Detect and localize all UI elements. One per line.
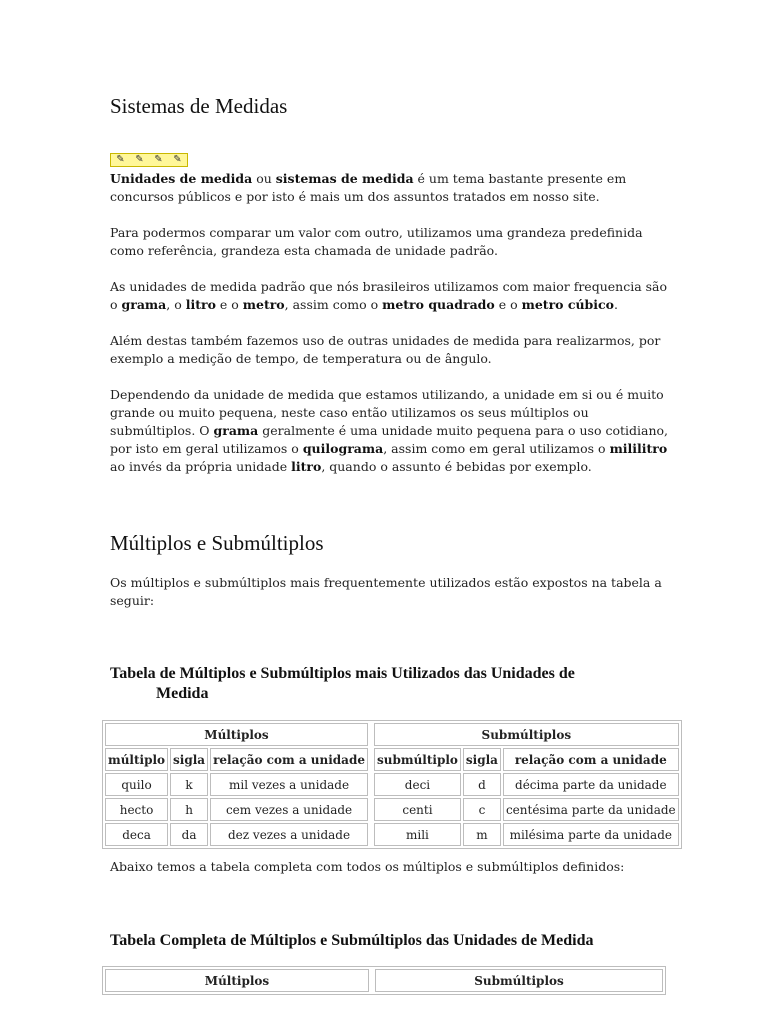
text-run: As unidades de medida padrão que nós brasileiros utilizamos com maior frequencia são o (110, 279, 668, 312)
column-gap (370, 798, 372, 821)
table-group-header-row (105, 723, 679, 746)
table-cell: c (463, 798, 501, 821)
text-run: , assim como em geral utilizamos o (383, 441, 610, 456)
bold-term: Unidades de medida (110, 171, 253, 186)
paragraph-table-intro: Os múltiplos e submúltiplos mais frequentemente utilizados estão expostos na tabela a seguir: (110, 575, 662, 608)
table-common-multiples (102, 720, 682, 849)
table1-title-line1: Tabela de Múltiplos e Submúltiplos mais Utilizados das Unidades de (110, 665, 575, 682)
paragraph-other-units: Além destas também fazemos uso de outras unidades de medida para realizarmos, por exemplo a medição de tempo, de temperatura ou de ângulo. (110, 333, 661, 366)
table-cell: cem vezes a unidade (210, 798, 368, 821)
star-icon[interactable]: ✎ (116, 154, 125, 165)
table-cell: deci (374, 773, 461, 796)
table-cell: quilo (105, 773, 168, 796)
table-header-row (105, 748, 679, 771)
table-cell: centi (374, 798, 461, 821)
text-run: . (613, 297, 618, 312)
star-icon[interactable]: ✎ (135, 154, 144, 165)
table-cell: hecto (105, 798, 168, 821)
text-run: é um tema bastante presente em concursos públicos e por isto é mais um dos assuntos tratados em nosso site. (110, 171, 627, 204)
table-cell: deca (105, 823, 168, 846)
text-run: ou (252, 171, 276, 186)
text-run: , assim como o (284, 297, 383, 312)
paragraph-full-table-intro: Abaixo temos a tabela completa com todos os múltiplos e submúltiplos definidos: (110, 859, 625, 874)
table2-title: Tabela Completa de Múltiplos e Submúltiplos das Unidades de Medida (110, 932, 594, 949)
table-row (105, 798, 679, 821)
page-title: Sistemas de Medidas (110, 94, 288, 118)
column-gap (370, 773, 372, 796)
paragraph-standard-unit: Para podermos comparar um valor com outro, utilizamos uma grandeza predefinida como referência, grandeza esta chamada de unidade padrão. (110, 225, 643, 258)
table-cell: h (170, 798, 208, 821)
column-gap (370, 748, 372, 771)
column-header: submúltiplo (374, 748, 461, 771)
text-run: e o (494, 297, 522, 312)
bold-term: grama (121, 297, 167, 312)
bold-term: litro (291, 459, 322, 474)
table-cell: da (170, 823, 208, 846)
table-cell: k (170, 773, 208, 796)
table-group-header-row (105, 969, 663, 992)
column-gap (370, 823, 372, 846)
text-run: Dependendo da unidade de medida que estamos utilizando, a unidade em si ou é muito grande ou muito pequena, neste caso então utilizamos os seus múltiplos ou submúltiplos. O (110, 387, 664, 438)
table-cell: centésima parte da unidade (503, 798, 679, 821)
table-row (105, 773, 679, 796)
table1-title (110, 664, 650, 704)
bold-term: metro (242, 297, 285, 312)
table-row (105, 823, 679, 846)
bold-term: mililitro (609, 441, 668, 456)
column-gap (371, 969, 373, 992)
rating-stars[interactable] (110, 153, 188, 167)
bold-term: metro cúbico (521, 297, 614, 312)
paragraph-multiples-intro (110, 386, 670, 476)
text-run: e o (215, 297, 243, 312)
bold-term: litro (185, 297, 216, 312)
text-run: ao invés da própria unidade (110, 459, 292, 474)
star-icon[interactable]: ✎ (154, 154, 163, 165)
column-header: relação com a unidade (210, 748, 368, 771)
text-run: , quando o assunto é bebidas por exemplo. (321, 459, 592, 474)
group-header-multiples: Múltiplos (105, 969, 369, 992)
column-header: sigla (463, 748, 501, 771)
section-title-multiples: Múltiplos e Submúltiplos (110, 531, 324, 555)
star-icon[interactable]: ✎ (173, 154, 182, 165)
table1-title-line2: Medida (156, 685, 209, 702)
column-gap (370, 723, 372, 746)
table-cell: dez vezes a unidade (210, 823, 368, 846)
column-header: múltiplo (105, 748, 168, 771)
intro-paragraph (110, 170, 670, 206)
table-cell: d (463, 773, 501, 796)
column-header: sigla (170, 748, 208, 771)
group-header-submultiples: Submúltiplos (374, 723, 679, 746)
paragraph-units-used (110, 278, 670, 314)
table-complete-multiples (102, 966, 666, 995)
table-cell: m (463, 823, 501, 846)
table-cell: milésima parte da unidade (503, 823, 679, 846)
table-cell: mili (374, 823, 461, 846)
text-run: , o (166, 297, 186, 312)
group-header-multiples: Múltiplos (105, 723, 368, 746)
bold-term: grama (213, 423, 259, 438)
bold-term: quilograma (302, 441, 384, 456)
table-cell: décima parte da unidade (503, 773, 679, 796)
column-header: relação com a unidade (503, 748, 679, 771)
text-run: geralmente é uma unidade muito pequena para o uso cotidiano, por isto em geral utilizamos o (110, 423, 669, 456)
group-header-submultiples: Submúltiplos (375, 969, 663, 992)
bold-term: sistemas de medida (275, 171, 414, 186)
table-cell: mil vezes a unidade (210, 773, 368, 796)
bold-term: metro quadrado (382, 297, 495, 312)
